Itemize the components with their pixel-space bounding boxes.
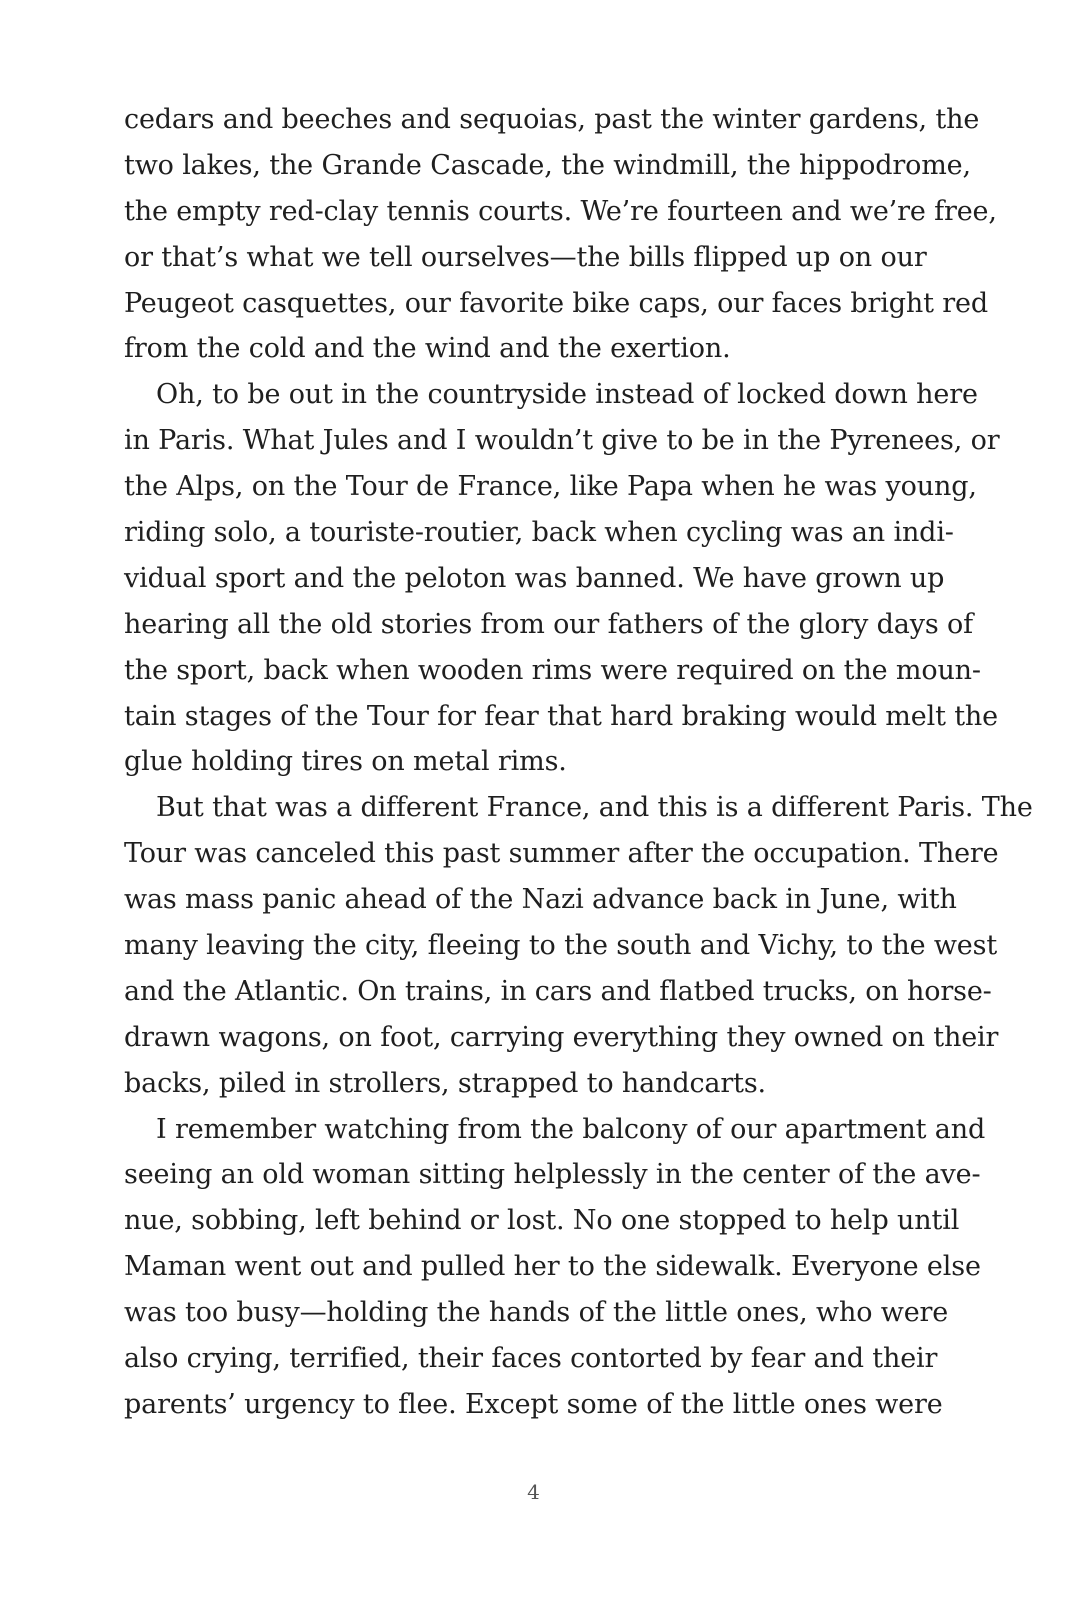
text-line: was too busy—holding the hands of the little ones, who were — [124, 1297, 949, 1329]
text-line: many leaving the city, fleeing to the south and Vichy, to the west — [124, 930, 998, 962]
text-line: hearing all the old stories from our fathers of the glory days of — [124, 608, 973, 640]
text-line: in Paris. What Jules and I wouldn’t give to be in the Pyrenees, or — [124, 425, 1000, 457]
text-line: or that’s what we tell ourselves—the bills flipped up on our — [124, 241, 927, 273]
text-line: cedars and beeches and sequoias, past the winter gardens, the — [124, 104, 980, 135]
text-line: drawn wagons, on foot, carrying everything they owned on their — [124, 1021, 999, 1053]
text-line: the Alps, on the Tour de France, like Papa when he was young, — [124, 471, 977, 503]
text-line: backs, piled in strollers, strapped to handcarts. — [124, 1067, 766, 1099]
text-line: seeing an old woman sitting helplessly in the center of the ave- — [124, 1159, 981, 1191]
text-line: and the Atlantic. On trains, in cars and flatbed trucks, on horse- — [124, 975, 992, 1007]
text-line: Maman went out and pulled her to the sidewalk. Everyone else — [124, 1251, 981, 1283]
text-line: parents’ urgency to flee. Except some of the little ones were — [124, 1388, 943, 1420]
text-line: nue, sobbing, left behind or lost. No one stopped to help until — [124, 1205, 960, 1237]
text-line: Tour was canceled this past summer after the occupation. There — [124, 838, 999, 870]
text-line: from the cold and the wind and the exertion. — [124, 333, 731, 365]
text-line: vidual sport and the peloton was banned. We have grown up — [124, 562, 945, 594]
text-line: tain stages of the Tour for fear that hard braking would melt the — [124, 700, 998, 732]
page-number: 4 — [527, 1480, 540, 1504]
text-line: But that was a different France, and this is a different Paris. The — [156, 792, 1033, 824]
text-line: riding solo, a touriste-routier, back when cycling was an indi- — [124, 517, 954, 549]
text-line: was mass panic ahead of the Nazi advance back in June, with — [124, 884, 957, 916]
text-line: the sport, back when wooden rims were required on the moun- — [124, 654, 981, 686]
text-line: I remember watching from the balcony of our apartment and — [156, 1113, 986, 1145]
text-line: the empty red-clay tennis courts. We’re fourteen and we’re free, — [124, 195, 997, 227]
text-line: also crying, terrified, their faces contorted by fear and their — [124, 1343, 938, 1375]
text-line: Peugeot casquettes, our favorite bike caps, our faces bright red — [124, 287, 989, 319]
text-line: Oh, to be out in the countryside instead of locked down here — [156, 379, 978, 411]
text-line: glue holding tires on metal rims. — [124, 746, 567, 778]
text-line: two lakes, the Grande Cascade, the windmill, the hippodrome, — [124, 149, 971, 181]
body-text — [124, 97, 1033, 1428]
